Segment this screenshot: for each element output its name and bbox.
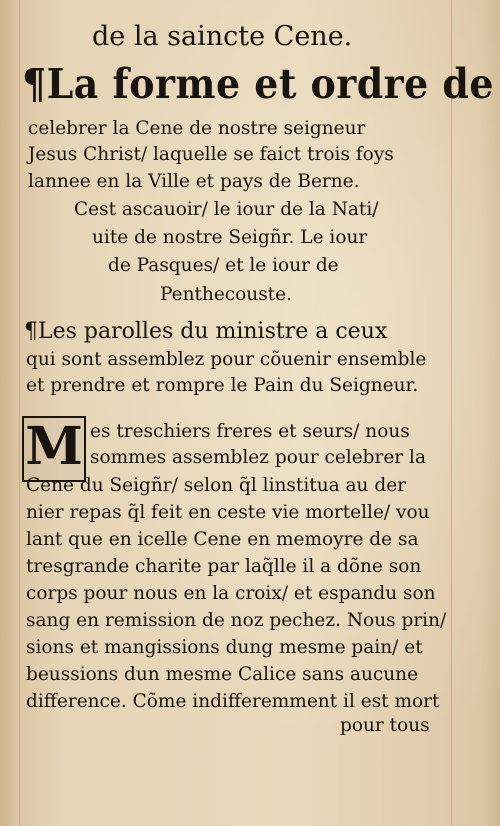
subheading-line: qui sont assemblez pour cõuenir ensemble — [26, 349, 427, 370]
subheading-line: et prendre et rompre le Pain du Seigneur. — [26, 375, 419, 396]
body-line: sommes assemblez pour celebrer la — [90, 447, 426, 468]
body-line: difference. Cõme indifferemment il est mort — [26, 691, 440, 712]
running-head: de la saincte Cene. — [92, 21, 353, 52]
body-line: es treschiers freres et seurs/ nous — [90, 421, 410, 442]
body-line: lant que en icelle Cene en memoyre de sa — [26, 529, 419, 550]
body-line: beussions dun mesme Calice sans aucune — [26, 664, 419, 685]
catchword: pour tous — [340, 715, 430, 736]
body-line: corps pour nous en la croix/ et espandu son — [26, 583, 436, 604]
section1-line: celebrer la Cene de nostre seigneur — [28, 118, 366, 139]
section1-line: Cest ascauoir/ le iour de la Nati/ — [74, 199, 379, 220]
heading — [22, 60, 494, 108]
subheading-text: Les parolles du ministre a ceux — [38, 319, 388, 344]
section1-line: uite de nostre Seigñr. Le iour — [92, 227, 368, 248]
section1-line: Jesus Christ/ laquelle se faict trois foys — [28, 144, 394, 165]
section1-line: lannee en la Ville et pays de Berne. — [28, 171, 360, 192]
section1-line: Penthecouste. — [160, 284, 292, 305]
subheading — [24, 319, 387, 345]
body-line: sang en remission de noz pechez. Nous prin/ — [26, 610, 447, 631]
section1-line: de Pasques/ et le iour de — [108, 255, 339, 276]
pilcrow-mark: ¶ — [24, 319, 38, 344]
body-line: sions et mangissions dung mesme pain/ et — [26, 637, 423, 658]
heading-text: La forme et ordre de — [46, 60, 494, 108]
dropcap-initial: M — [22, 416, 86, 482]
pilcrow-mark: ¶ — [22, 60, 47, 108]
body-line: tresgrande charite par laq̃lle il a dõne son — [26, 556, 422, 577]
left-margin-rule — [19, 0, 20, 826]
body-line: nier repas q̃l feit en ceste vie mortelle/ vou — [26, 502, 430, 523]
right-margin-rule — [451, 0, 452, 826]
body-line: Cene du Seigñr/ selon q̃l linstitua au der — [26, 475, 406, 496]
